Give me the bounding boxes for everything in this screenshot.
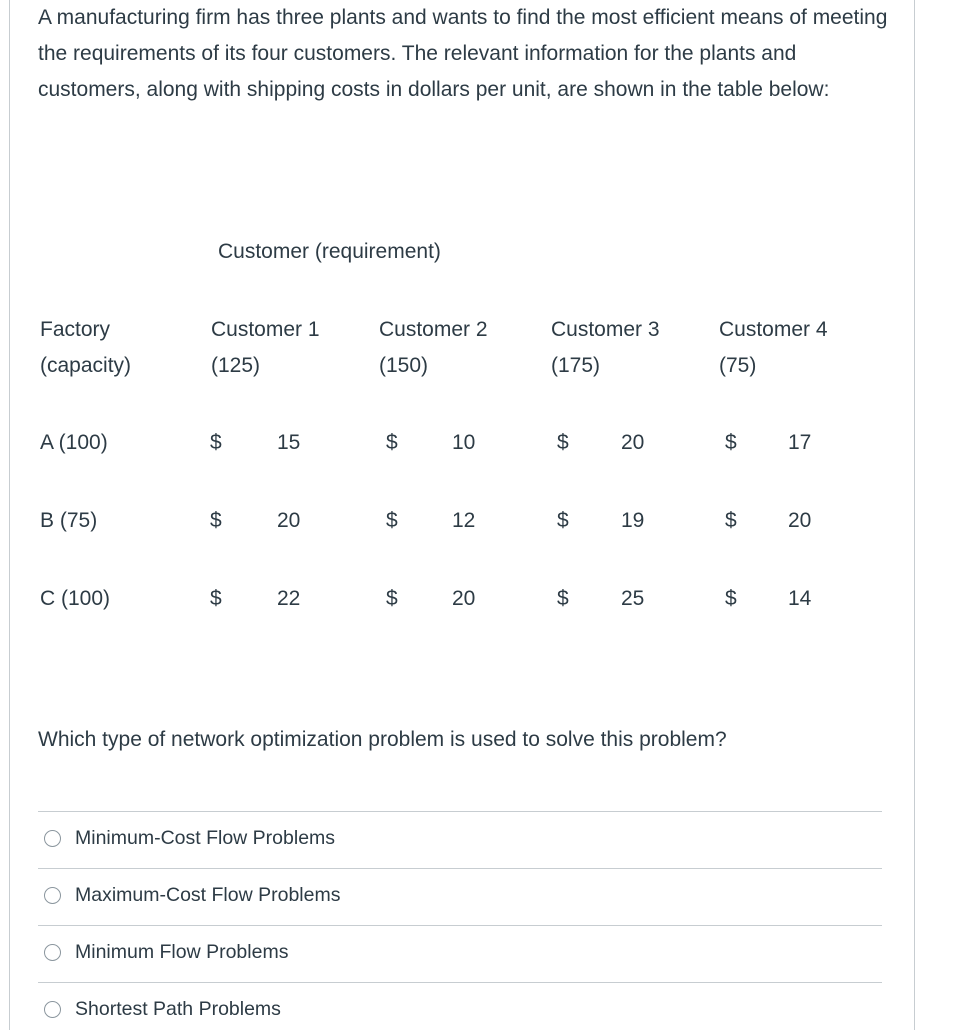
radio-button-icon[interactable] [44, 887, 61, 904]
radio-button-icon[interactable] [44, 944, 61, 961]
answer-option-label: Minimum-Cost Flow Problems [75, 826, 336, 849]
answer-option-label: Maximum-Cost Flow Problems [75, 883, 341, 906]
row-b-c2-currency: $ [386, 509, 398, 532]
question-prompt: Which type of network optimization problem is used to solve this problem? [38, 728, 727, 751]
customer-2-header: Customer 2 [379, 318, 488, 341]
row-b-c2-cost: 12 [452, 509, 476, 532]
customer-4-requirement: (75) [719, 354, 757, 377]
customer-4-header: Customer 4 [719, 318, 828, 341]
row-b-c1-cost: 20 [277, 509, 301, 532]
row-c-c3-currency: $ [557, 587, 569, 610]
row-a-c4-cost: 17 [788, 431, 812, 454]
row-a-c3-currency: $ [557, 431, 569, 454]
row-b-factory: B (75) [40, 509, 98, 532]
customer-3-requirement: (175) [551, 354, 601, 377]
row-b-c4-cost: 20 [788, 509, 812, 532]
row-c-c4-cost: 14 [788, 587, 812, 610]
customer-1-header: Customer 1 [211, 318, 320, 341]
customer-1-requirement: (125) [211, 354, 261, 377]
answer-divider [38, 868, 882, 869]
customer-2-requirement: (150) [379, 354, 429, 377]
row-b-c3-cost: 19 [621, 509, 645, 532]
row-b-c3-currency: $ [557, 509, 569, 532]
answer-divider [38, 982, 882, 983]
row-c-factory: C (100) [40, 587, 111, 610]
answer-divider [38, 811, 882, 812]
question-intro-text: A manufacturing firm has three plants and wants to find the most efficient means of meeting the requirements of its four customers. The relevant information for the plants and customers, along with shipping costs in dollars per unit, are shown in the table below: [38, 6, 888, 101]
answer-option-minimum-flow[interactable] [44, 937, 288, 967]
row-a-c2-cost: 10 [452, 431, 476, 454]
row-c-c3-cost: 25 [621, 587, 645, 610]
row-a-c3-cost: 20 [621, 431, 645, 454]
answer-option-label: Shortest Path Problems [75, 997, 281, 1020]
row-b-c4-currency: $ [725, 509, 737, 532]
row-c-c4-currency: $ [725, 587, 737, 610]
table-group-header: Customer (requirement) [218, 240, 441, 263]
radio-button-icon[interactable] [44, 830, 61, 847]
answer-divider [38, 925, 882, 926]
row-c-c1-currency: $ [210, 587, 222, 610]
factory-header: Factory [40, 318, 111, 341]
row-a-c1-cost: 15 [277, 431, 301, 454]
row-c-c2-currency: $ [386, 587, 398, 610]
row-b-c1-currency: $ [210, 509, 222, 532]
capacity-header: (capacity) [40, 354, 132, 377]
row-c-c2-cost: 20 [452, 587, 476, 610]
customer-3-header: Customer 3 [551, 318, 660, 341]
row-a-c1-currency: $ [210, 431, 222, 454]
answer-option-shortest-path[interactable] [44, 994, 281, 1024]
row-a-factory: A (100) [40, 431, 108, 454]
answer-option-label: Minimum Flow Problems [75, 940, 289, 963]
row-a-c2-currency: $ [386, 431, 398, 454]
answer-option-maximum-cost-flow[interactable] [44, 880, 340, 910]
radio-button-icon[interactable] [44, 1001, 61, 1018]
row-c-c1-cost: 22 [277, 587, 301, 610]
row-a-c4-currency: $ [725, 431, 737, 454]
answer-option-minimum-cost-flow[interactable] [44, 823, 335, 853]
